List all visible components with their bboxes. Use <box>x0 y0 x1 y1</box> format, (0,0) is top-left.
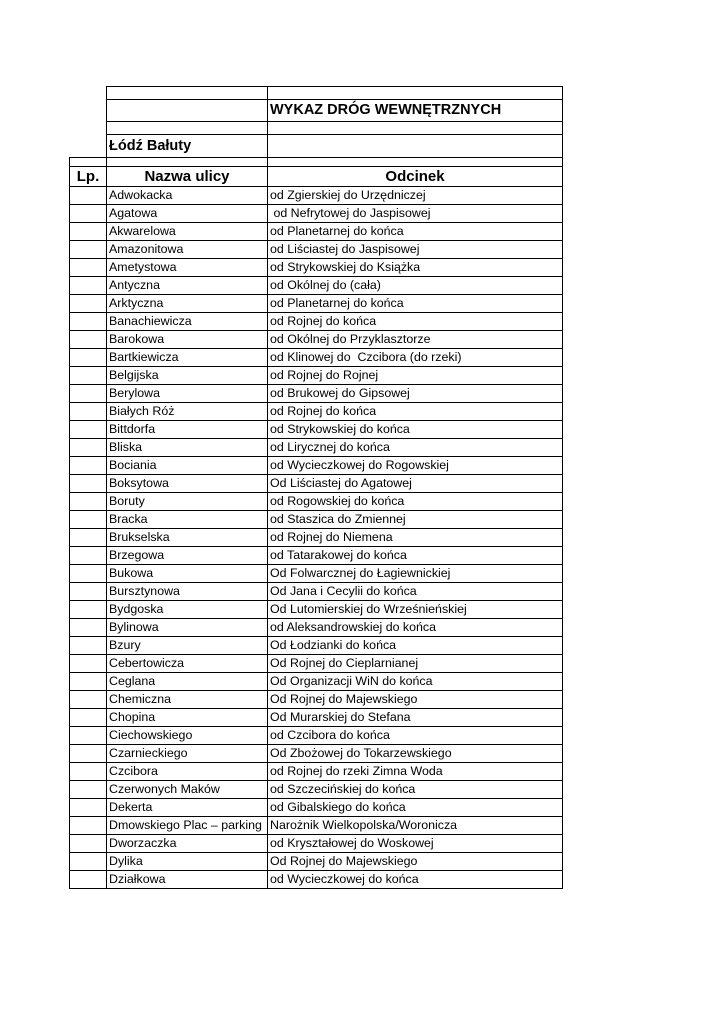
table-row <box>70 439 563 457</box>
lp-cell <box>70 745 107 763</box>
lp-cell <box>70 439 107 457</box>
table-row <box>70 529 563 547</box>
section-cell: od Zgierskiej do Urzędniczej <box>268 187 563 205</box>
lp-cell <box>70 421 107 439</box>
lp-cell <box>70 367 107 385</box>
table-row <box>70 583 563 601</box>
lp-cell <box>70 259 107 277</box>
lp-cell <box>70 655 107 673</box>
table-row <box>70 295 563 313</box>
section-cell: Narożnik Wielkopolska/Woronicza <box>268 817 563 835</box>
lp-cell <box>70 763 107 781</box>
street-name-cell: Ciechowskiego <box>107 727 268 745</box>
street-name-cell: Brukselska <box>107 529 268 547</box>
table-row <box>70 871 563 889</box>
district-row <box>70 135 563 158</box>
street-name-cell: Agatowa <box>107 205 268 223</box>
lp-cell <box>70 457 107 475</box>
street-name-cell: Berylowa <box>107 385 268 403</box>
roads-table <box>69 86 563 889</box>
table-row <box>70 835 563 853</box>
section-cell: od Klinowej do Czcibora (do rzeki) <box>268 349 563 367</box>
street-name-cell: Arktyczna <box>107 295 268 313</box>
section-cell: od Brukowej do Gipsowej <box>268 385 563 403</box>
table-row <box>70 781 563 799</box>
lp-cell <box>70 241 107 259</box>
lp-cell <box>70 673 107 691</box>
section-cell: Od Murarskiej do Stefana <box>268 709 563 727</box>
section-cell: od Okólnej do (cała) <box>268 277 563 295</box>
lp-cell <box>70 187 107 205</box>
section-cell: od Lirycznej do końca <box>268 439 563 457</box>
street-name-cell: Bzury <box>107 637 268 655</box>
column-header-lp: Lp. <box>70 167 107 187</box>
lp-cell <box>70 619 107 637</box>
street-name-cell: Bociania <box>107 457 268 475</box>
table-row <box>70 313 563 331</box>
lp-cell <box>70 853 107 871</box>
table-row <box>70 709 563 727</box>
lp-cell <box>70 475 107 493</box>
lp-cell <box>70 385 107 403</box>
lp-cell <box>70 223 107 241</box>
section-cell: Od Rojnej do Cieplarnianej <box>268 655 563 673</box>
section-cell: od Okólnej do Przyklasztorze <box>268 331 563 349</box>
lp-cell <box>70 637 107 655</box>
table-row <box>70 385 563 403</box>
street-name-cell: Bursztynowa <box>107 583 268 601</box>
section-cell: od Kryształowej do Woskowej <box>268 835 563 853</box>
street-name-cell: Dmowskiego Plac – parking <box>107 817 268 835</box>
lp-cell <box>70 835 107 853</box>
street-name-cell: Bliska <box>107 439 268 457</box>
lp-cell <box>70 493 107 511</box>
lp-cell <box>70 547 107 565</box>
street-name-cell: Banachiewicza <box>107 313 268 331</box>
table-row <box>70 241 563 259</box>
lp-cell <box>70 781 107 799</box>
table-row <box>70 367 563 385</box>
street-name-cell: Boksytowa <box>107 475 268 493</box>
street-name-cell: Akwarelowa <box>107 223 268 241</box>
table-row <box>70 727 563 745</box>
table-row <box>70 655 563 673</box>
table-row <box>70 403 563 421</box>
street-name-cell: Bartkiewicza <box>107 349 268 367</box>
section-cell: Od Rojnej do Majewskiego <box>268 853 563 871</box>
section-cell: od Rogowskiej do końca <box>268 493 563 511</box>
table-row <box>70 637 563 655</box>
street-name-cell: Barokowa <box>107 331 268 349</box>
street-name-cell: Bylinowa <box>107 619 268 637</box>
section-cell: Od Liściastej do Agatowej <box>268 475 563 493</box>
street-name-cell: Bracka <box>107 511 268 529</box>
table-row <box>70 493 563 511</box>
section-cell: od Strykowskiej do Książka <box>268 259 563 277</box>
top-blank-row <box>70 87 563 100</box>
section-cell: Od Folwarcznej do Łagiewnickiej <box>268 565 563 583</box>
lp-cell <box>70 313 107 331</box>
header-row <box>70 167 563 187</box>
table-row <box>70 187 563 205</box>
section-cell: od Szczecińskiej do końca <box>268 781 563 799</box>
street-name-cell: Bydgoska <box>107 601 268 619</box>
lp-cell <box>70 727 107 745</box>
table-row <box>70 331 563 349</box>
table-row <box>70 547 563 565</box>
table-row <box>70 799 563 817</box>
section-cell: od Tatarakowej do końca <box>268 547 563 565</box>
section-cell: od Czcibora do końca <box>268 727 563 745</box>
table-row <box>70 601 563 619</box>
lp-cell <box>70 331 107 349</box>
section-cell: Od Lutomierskiej do Wrześnieńskiej <box>268 601 563 619</box>
section-cell: Od Rojnej do Majewskiego <box>268 691 563 709</box>
table-row <box>70 205 563 223</box>
table-row <box>70 421 563 439</box>
section-cell: od Aleksandrowskiej do końca <box>268 619 563 637</box>
street-name-cell: Belgijska <box>107 367 268 385</box>
section-cell: od Wycieczkowej do końca <box>268 871 563 889</box>
column-header-street: Nazwa ulicy <box>107 167 268 187</box>
street-name-cell: Cebertowicza <box>107 655 268 673</box>
section-cell: Od Zbożowej do Tokarzewskiego <box>268 745 563 763</box>
street-name-cell: Chopina <box>107 709 268 727</box>
section-cell: od Planetarnej do końca <box>268 295 563 313</box>
column-header-section: Odcinek <box>268 167 563 187</box>
street-name-cell: Białych Róż <box>107 403 268 421</box>
document-title: WYKAZ DRÓG WEWNĘTRZNYCH <box>268 100 563 122</box>
street-name-cell: Czcibora <box>107 763 268 781</box>
street-name-cell: Antyczna <box>107 277 268 295</box>
gap-row <box>70 158 563 167</box>
street-name-cell: Dworzaczka <box>107 835 268 853</box>
blank-row <box>70 122 563 135</box>
section-cell: od Gibalskiego do końca <box>268 799 563 817</box>
lp-cell <box>70 709 107 727</box>
table-row <box>70 223 563 241</box>
section-cell: od Liściastej do Jaspisowej <box>268 241 563 259</box>
table-row <box>70 619 563 637</box>
section-cell: od Rojnej do Niemena <box>268 529 563 547</box>
street-name-cell: Działkowa <box>107 871 268 889</box>
street-name-cell: Czarnieckiego <box>107 745 268 763</box>
table-row <box>70 457 563 475</box>
section-cell: od Strykowskiej do końca <box>268 421 563 439</box>
street-name-cell: Ametystowa <box>107 259 268 277</box>
street-name-cell: Bukowa <box>107 565 268 583</box>
street-name-cell: Brzegowa <box>107 547 268 565</box>
section-cell: Od Jana i Cecylii do końca <box>268 583 563 601</box>
lp-cell <box>70 691 107 709</box>
table-row <box>70 565 563 583</box>
street-name-cell: Dylika <box>107 853 268 871</box>
street-name-cell: Ceglana <box>107 673 268 691</box>
street-name-cell: Amazonitowa <box>107 241 268 259</box>
table-row <box>70 673 563 691</box>
lp-cell <box>70 583 107 601</box>
lp-cell <box>70 871 107 889</box>
lp-cell <box>70 295 107 313</box>
street-name-cell: Czerwonych Maków <box>107 781 268 799</box>
lp-cell <box>70 511 107 529</box>
lp-cell <box>70 817 107 835</box>
section-cell: od Wycieczkowej do Rogowskiej <box>268 457 563 475</box>
section-cell: Od Łodzianki do końca <box>268 637 563 655</box>
table-row <box>70 277 563 295</box>
street-name-cell: Bittdorfa <box>107 421 268 439</box>
street-name-cell: Adwokacka <box>107 187 268 205</box>
section-cell: od Rojnej do Rojnej <box>268 367 563 385</box>
street-name-cell: Chemiczna <box>107 691 268 709</box>
lp-cell <box>70 799 107 817</box>
table-row <box>70 259 563 277</box>
section-cell: od Planetarnej do końca <box>268 223 563 241</box>
section-cell: od Rojnej do końca <box>268 403 563 421</box>
district-name: Łódź Bałuty <box>107 135 268 158</box>
lp-cell <box>70 277 107 295</box>
lp-cell <box>70 349 107 367</box>
section-cell: Od Organizacji WiN do końca <box>268 673 563 691</box>
lp-cell <box>70 205 107 223</box>
table-row <box>70 691 563 709</box>
table-row <box>70 475 563 493</box>
section-cell: od Nefrytowej do Jaspisowej <box>268 205 563 223</box>
lp-cell <box>70 529 107 547</box>
table-row <box>70 853 563 871</box>
section-cell: od Staszica do Zmiennej <box>268 511 563 529</box>
table-row <box>70 817 563 835</box>
street-name-cell: Dekerta <box>107 799 268 817</box>
table-row <box>70 349 563 367</box>
lp-cell <box>70 565 107 583</box>
section-cell: od Rojnej do końca <box>268 313 563 331</box>
title-row <box>70 100 563 122</box>
lp-cell <box>70 601 107 619</box>
table-row <box>70 763 563 781</box>
table-row <box>70 511 563 529</box>
lp-cell <box>70 403 107 421</box>
section-cell: od Rojnej do rzeki Zimna Woda <box>268 763 563 781</box>
table-row <box>70 745 563 763</box>
street-name-cell: Boruty <box>107 493 268 511</box>
